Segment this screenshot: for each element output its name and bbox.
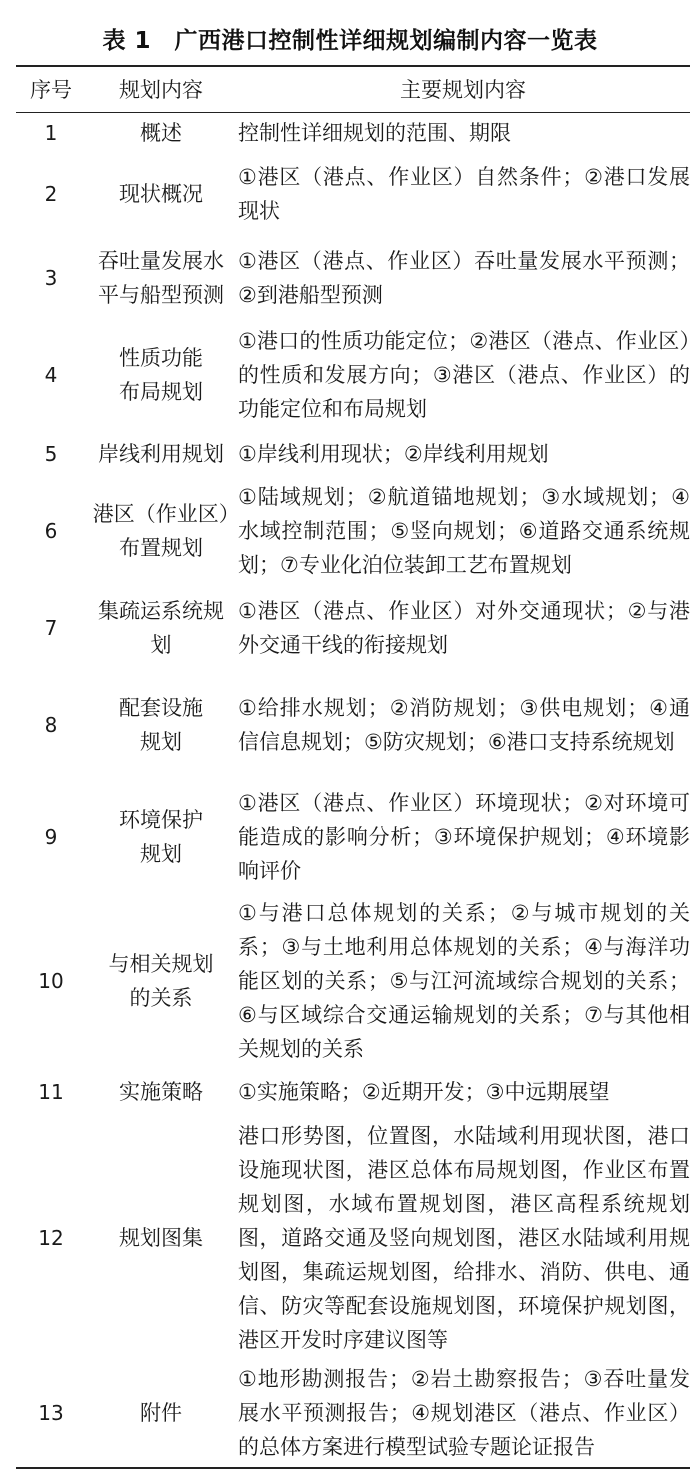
row-index: 11 <box>38 1080 64 1104</box>
row-item-text: 环境保护规划 <box>119 808 203 866</box>
row-item-text: 性质功能布局规划 <box>119 346 203 404</box>
table-row <box>16 156 690 232</box>
row-index: 12 <box>38 1226 64 1250</box>
row-index: 2 <box>44 182 58 206</box>
row-content-text: 控制性详细规划的范围、期限 <box>238 121 511 145</box>
row-content-text: ①港区（港点、作业区）环境现状；②对环境可能造成的影响分析；③环境保护规划；④环境影响评价 <box>238 791 690 883</box>
table-row <box>16 434 690 474</box>
table-row <box>16 324 690 426</box>
row-item <box>86 1072 236 1112</box>
row-item <box>86 1120 236 1356</box>
table-row <box>16 592 690 664</box>
row-index: 1 <box>44 121 58 145</box>
header-index: 序号 <box>30 77 72 102</box>
row-item-text: 港区（作业区）布置规划 <box>92 502 230 560</box>
row-content <box>238 1362 690 1464</box>
table-row <box>16 480 690 582</box>
row-item <box>86 896 236 1066</box>
row-item <box>86 1362 236 1464</box>
row-content-text: ①与港口总体规划的关系；②与城市规划的关系；③与土地利用总体规划的关系；④与海洋功能区划的关系；⑤与江河流域综合规划的关系；⑥与区域综合交通运输规划的关系；⑦与其他相关规划的关系 <box>238 901 690 1061</box>
row-content-text: ①实施策略；②近期开发；③中远期展望 <box>238 1080 610 1104</box>
row-item-text: 概述 <box>140 121 182 145</box>
row-index: 13 <box>38 1401 64 1425</box>
row-content-text: ①给排水规划；②消防规划；③供电规划；④通信信息规划；⑤防灾规划；⑥港口支持系统规划 <box>238 696 690 754</box>
row-item <box>86 786 236 888</box>
row-item <box>86 434 236 474</box>
row-item-text: 配套设施规划 <box>119 696 203 754</box>
table-row <box>16 1362 690 1464</box>
row-index: 4 <box>44 363 58 387</box>
row-content <box>238 113 690 153</box>
bottom-rule <box>16 1467 690 1469</box>
row-index: 3 <box>44 266 58 290</box>
header-content: 主要规划内容 <box>400 77 526 102</box>
row-item <box>86 674 236 776</box>
row-content-text: ①港区（港点、作业区）自然条件；②港口发展现状 <box>238 165 690 223</box>
row-content-text: ①港区（港点、作业区）吞吐量发展水平预测；②到港船型预测 <box>238 249 690 307</box>
table-title: 表 1 广西港口控制性详细规划编制内容一览表 <box>102 28 598 54</box>
row-content <box>238 1120 690 1356</box>
row-item <box>86 243 236 313</box>
table-row <box>16 674 690 776</box>
row-content-text: ①地形勘测报告；②岩土勘察报告；③吞吐量发展水平预测报告；④规划港区（港点、作业区）的总体方案进行模型试验专题论证报告 <box>238 1367 690 1459</box>
table-row <box>16 113 690 153</box>
row-content <box>238 434 690 474</box>
row-content <box>238 324 690 426</box>
row-item-text: 与相关规划的关系 <box>108 952 214 1010</box>
row-content <box>238 592 690 664</box>
row-item-text: 岸线利用规划 <box>98 442 224 466</box>
row-item <box>86 113 236 153</box>
row-item-text: 现状概况 <box>119 182 203 206</box>
row-index: 6 <box>44 519 58 543</box>
row-content-text: ①港口的性质功能定位；②港区（港点、作业区）的性质和发展方向；③港区（港点、作业区）的功能定位和布局规划 <box>238 329 690 421</box>
row-content <box>238 156 690 232</box>
row-content <box>238 243 690 313</box>
row-item <box>86 156 236 232</box>
row-item <box>86 480 236 582</box>
table-row <box>16 1072 690 1112</box>
row-content <box>238 1072 690 1112</box>
row-content <box>238 674 690 776</box>
row-index: 7 <box>44 616 58 640</box>
table-row <box>16 1120 690 1356</box>
row-item-text: 附件 <box>140 1401 182 1425</box>
table-row <box>16 243 690 313</box>
table-row <box>16 786 690 888</box>
row-index: 9 <box>44 825 58 849</box>
row-content <box>238 480 690 582</box>
row-item <box>86 324 236 426</box>
row-item <box>86 592 236 664</box>
row-index: 8 <box>44 713 58 737</box>
row-item-text: 规划图集 <box>119 1226 203 1250</box>
row-index: 10 <box>38 969 64 993</box>
row-content <box>238 896 690 1066</box>
row-item-text: 集疏运系统规划 <box>98 599 224 657</box>
row-content-text: ①陆域规划；②航道锚地规划；③水域规划；④水域控制范围；⑤竖向规划；⑥道路交通系统规划；⑦专业化泊位装卸工艺布置规划 <box>238 485 690 577</box>
header-item: 规划内容 <box>119 77 203 102</box>
table-row <box>16 896 690 1066</box>
row-content-text: ①港区（港点、作业区）对外交通现状；②与港外交通干线的衔接规划 <box>238 599 690 657</box>
row-content-text: 港口形势图，位置图，水陆域利用现状图，港口设施现状图，港区总体布局规划图，作业区布置规划图，水域布置规划图，港区高程系统规划图，道路交通及竖向规划图，港区水陆域利用规划图，集疏运规划图，给排水、消防、供电、通信、防灾等配套设施规划图，环境保护规划图，港区开发时序建议图等 <box>238 1124 690 1352</box>
row-item-text: 实施策略 <box>119 1080 203 1104</box>
row-item-text: 吞吐量发展水平与船型预测 <box>98 249 224 307</box>
row-index: 5 <box>44 442 58 466</box>
row-content-text: ①岸线利用现状；②岸线利用规划 <box>238 442 549 466</box>
row-content <box>238 786 690 888</box>
